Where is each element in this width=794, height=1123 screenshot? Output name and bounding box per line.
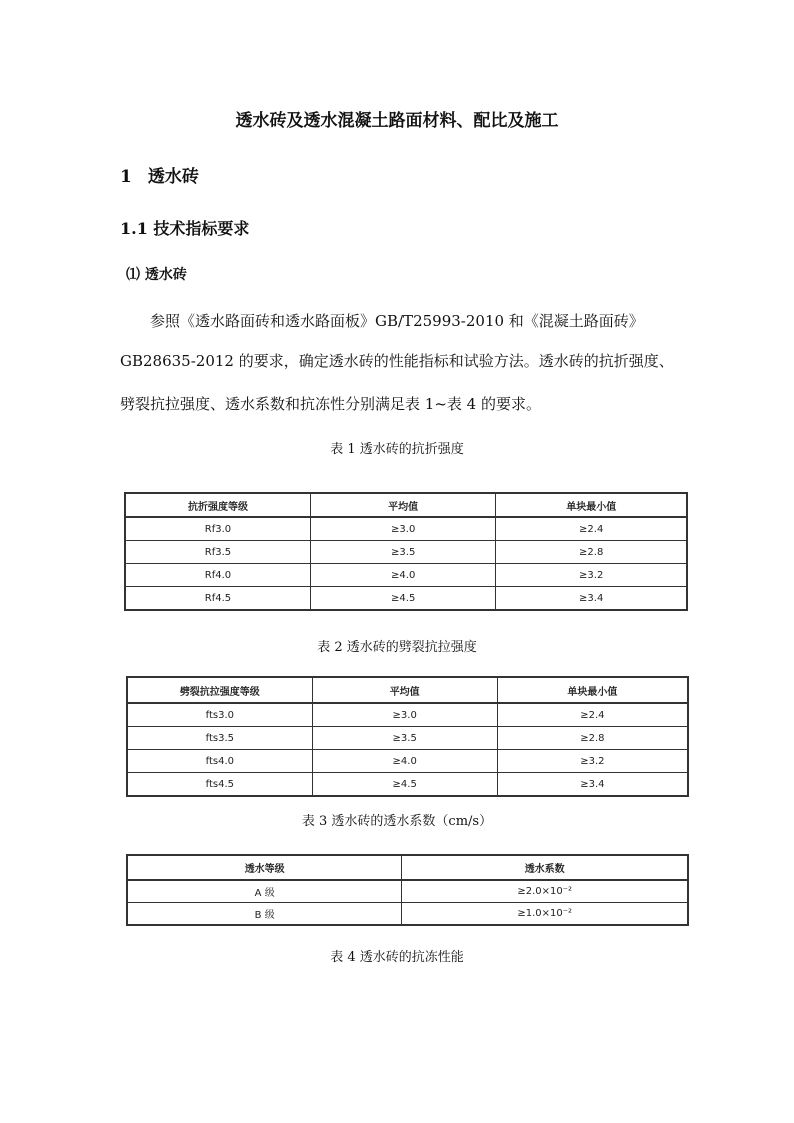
table-cell: ≥3.5 [310, 541, 495, 564]
table1 [124, 492, 688, 611]
table-cell: ≥3.4 [496, 587, 687, 611]
table-header-row [127, 855, 688, 880]
section-number: 1 [120, 167, 132, 187]
table-cell: Rf3.5 [125, 541, 310, 564]
table-cell: ≥4.5 [312, 773, 497, 797]
table-cell: ≥4.5 [310, 587, 495, 611]
section-heading-1 [120, 162, 199, 187]
table-cell: ≥2.8 [496, 541, 687, 564]
subsection-heading: ⑴ 透水砖 [126, 267, 187, 283]
table-cell: fts4.0 [127, 750, 312, 773]
table-header-cell: 劈裂抗拉强度等级 [127, 677, 312, 703]
table2-caption: 表 2 透水砖的劈裂抗拉强度 [317, 640, 477, 655]
table-cell: ≥2.4 [497, 703, 688, 727]
table4-caption: 表 4 透水砖的抗冻性能 [330, 950, 464, 965]
table-header-row [127, 677, 688, 703]
section-title: 透水砖 [147, 167, 199, 187]
table-header-cell: 抗折强度等级 [125, 493, 310, 517]
table-row [127, 880, 688, 903]
table-row [127, 703, 688, 727]
table-row [125, 517, 687, 541]
table-row [125, 587, 687, 611]
table-cell: ≥3.4 [497, 773, 688, 797]
table-cell: ≥1.0×10⁻² [402, 903, 688, 926]
paragraph-line-1: 参照《透水路面砖和透水路面板》GB/T25993-2010 和《混凝土路面砖》 [150, 312, 644, 330]
section-heading-1-1: 1.1 技术指标要求 [120, 219, 250, 238]
table1-caption: 表 1 透水砖的抗折强度 [330, 442, 464, 457]
table-cell: B 级 [127, 903, 402, 926]
table-cell: ≥4.0 [312, 750, 497, 773]
table-cell: A 级 [127, 880, 402, 903]
table-row [127, 903, 688, 926]
table-cell: ≥2.4 [496, 517, 687, 541]
table-row [127, 727, 688, 750]
table-header-cell: 透水系数 [402, 855, 688, 880]
paragraph-line-3: 劈裂抗拉强度、透水系数和抗冻性分别满足表 1~表 4 的要求。 [120, 395, 541, 413]
table3-caption: 表 3 透水砖的透水系数（cm/s） [301, 814, 493, 829]
table-row [125, 564, 687, 587]
table2 [126, 676, 689, 797]
table-cell: ≥2.8 [497, 727, 688, 750]
table-header-cell: 单块最小值 [497, 677, 688, 703]
table-cell: fts3.0 [127, 703, 312, 727]
table-row [127, 750, 688, 773]
table-header-cell: 单块最小值 [496, 493, 687, 517]
paragraph-line-2: GB28635-2012 的要求，确定透水砖的性能指标和试验方法。透水砖的抗折强度、 [120, 352, 674, 370]
table-cell: Rf3.0 [125, 517, 310, 541]
table-cell: fts4.5 [127, 773, 312, 797]
table3 [126, 854, 689, 926]
document-title: 透水砖及透水混凝土路面材料、配比及施工 [235, 111, 559, 131]
table-cell: fts3.5 [127, 727, 312, 750]
table-cell: ≥4.0 [310, 564, 495, 587]
table-cell: ≥3.5 [312, 727, 497, 750]
table-cell: ≥3.2 [497, 750, 688, 773]
table-header-cell: 透水等级 [127, 855, 402, 880]
table-row [125, 541, 687, 564]
table-cell: Rf4.0 [125, 564, 310, 587]
table-cell: ≥3.2 [496, 564, 687, 587]
table-header-row [125, 493, 687, 517]
table-cell: Rf4.5 [125, 587, 310, 611]
table-row [127, 773, 688, 797]
table-cell: ≥3.0 [310, 517, 495, 541]
table-header-cell: 平均值 [312, 677, 497, 703]
table-header-cell: 平均值 [310, 493, 495, 517]
table-cell: ≥3.0 [312, 703, 497, 727]
table-cell: ≥2.0×10⁻² [402, 880, 688, 903]
